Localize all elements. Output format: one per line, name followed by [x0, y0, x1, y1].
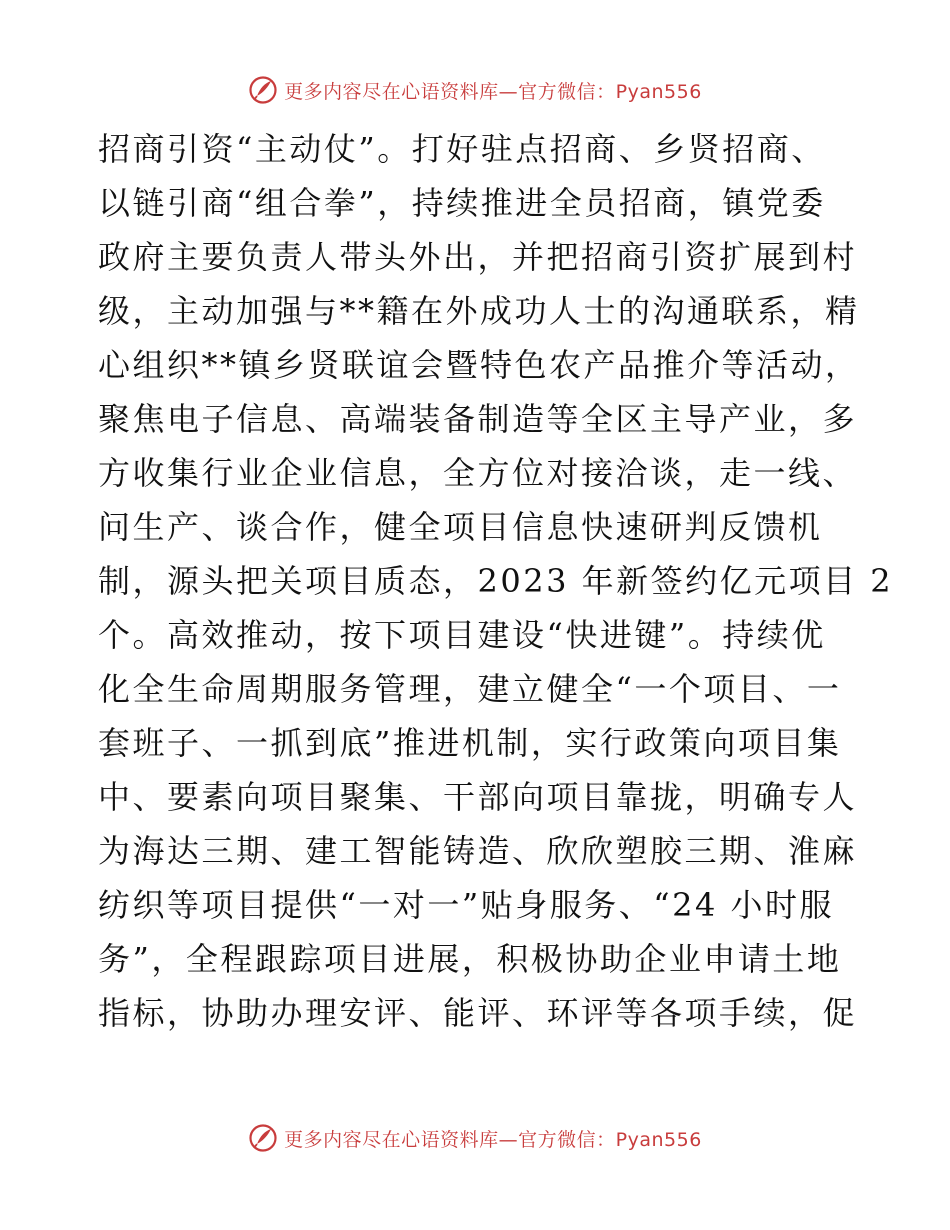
body-line: 政府主要负责人带头外出，并把招商引资扩展到村: [98, 238, 858, 276]
body-line: 化全生命周期服务管理，建立健全“一个项目、一: [98, 670, 842, 708]
body-line: 聚焦电子信息、高端装备制造等全区主导产业，多: [98, 400, 858, 438]
body-line: 招商引资“主动仗”。打好驻点招商、乡贤招商、: [98, 130, 826, 168]
body-line: 问生产、谈合作，健全项目信息快速研判反馈机: [98, 508, 823, 546]
document-body: [98, 122, 894, 1040]
body-line: 个。高效推动，按下项目建设“快进键”。持续优: [98, 616, 826, 654]
watermark-text: 更多内容尽在心语资料库—官方微信：Pyan556: [284, 80, 702, 103]
body-line: 套班子、一抓到底”推进机制，实行政策向项目集: [98, 724, 842, 762]
watermark-text: 更多内容尽在心语资料库—官方微信：Pyan556: [284, 1128, 702, 1151]
body-line: 心组织**镇乡贤联谊会暨特色农产品推介等活动，: [98, 346, 860, 384]
body-line: 务”，全程跟踪项目进展，积极协助企业申请土地: [98, 940, 842, 978]
feather-pen-seal-icon: [248, 1123, 278, 1153]
feather-pen-seal-icon: [248, 75, 278, 105]
body-line: 纺织等项目提供“一对一”贴身服务、“24 小时服: [98, 886, 834, 924]
body-line: 级，主动加强与**籍在外成功人士的沟通联系，精: [98, 292, 860, 330]
body-line: 方收集行业企业信息，全方位对接洽谈，走一线、: [98, 454, 858, 492]
watermark-header: [0, 72, 950, 108]
body-line: 制，源头把关项目质态，2023 年新签约亿元项目 2: [98, 562, 894, 600]
body-line: 中、要素向项目聚集、干部向项目靠拢，明确专人: [98, 778, 858, 816]
body-line: 为海达三期、建工智能铸造、欣欣塑胶三期、淮麻: [98, 832, 858, 870]
body-line: 指标，协助办理安评、能评、环评等各项手续，促: [98, 994, 858, 1032]
watermark-footer: [0, 1120, 950, 1156]
body-line: 以链引商“组合拳”，持续推进全员招商，镇党委: [98, 184, 826, 222]
